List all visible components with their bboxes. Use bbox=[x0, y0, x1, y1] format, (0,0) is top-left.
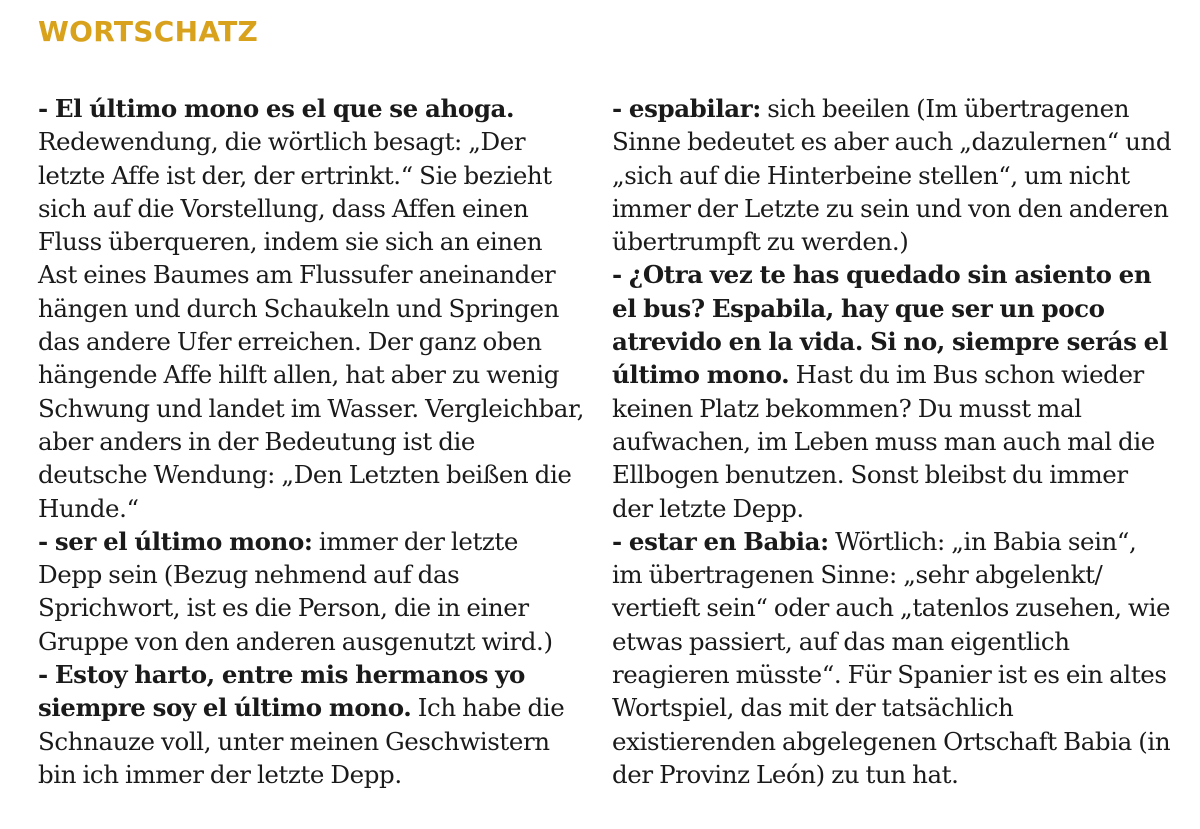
entry-term: - ¿Otra vez te has quedado sin asiento en el bus? Espabila, hay que ser un poco atrevido en la vida. Si no, siempre serás el último mono. bbox=[612, 260, 1168, 390]
entry-definition: Ich habe die Schnauze voll, unter meinen Geschwistern bin ich immer der letzte Depp. bbox=[38, 693, 565, 789]
entry-definition: Wörtlich: „in Babia sein“, im übertragenen Sinne: „sehr abgelenkt/ vertieft sein“ oder auch „tatenlos zusehen, wie etwas passiert, auf das man eigentlich reagieren müsste“. Für Spanier ist es ein altes Wortspiel, das mit der tatsächlich existierenden abgelegenen Ortschaft Babia (in der Provinz León) zu tun hat. bbox=[612, 526, 1171, 789]
entry-definition: Hast du im Bus schon wieder keinen Platz bekommen? Du musst mal aufwachen, im Leben muss man auch mal die Ellbogen benutzen. Sonst bleibst du immer der letzte Depp. bbox=[612, 360, 1155, 523]
entry-term: - estar en Babia: bbox=[612, 526, 829, 556]
entry-term: - espabilar: bbox=[612, 94, 761, 123]
entry-term: - ser el último mono: bbox=[38, 526, 313, 556]
right-column bbox=[612, 92, 1172, 791]
entry-definition: Redewendung, die wörtlich besagt: „Der letzte Affe ist der, der ertrinkt.“ Sie bezieht sich auf die Vorstellung, dass Affen einen Fluss überqueren, indem sie sich an einen Ast eines Baumes am Flussufer aneinander hängen und durch Schaukeln und Springen das andere Ufer erreichen. Der ganz oben hängende Affe hilft allen, hat aber zu wenig Schwung und landet im Wasser. Vergleichbar, aber anders in der Bedeutung ist die deutsche Wendung: „Den Letzten beißen die Hunde.“ bbox=[38, 127, 585, 523]
vocab-entry-ser-el-ultimo-mono bbox=[38, 525, 586, 658]
entry-term: - Estoy harto, entre mis hermanos yo siempre soy el último mono. bbox=[38, 660, 525, 723]
vocab-entry-proverb bbox=[38, 92, 586, 525]
vocab-entry-example-bus bbox=[612, 258, 1172, 524]
entry-term: - El último mono es el que se ahoga. bbox=[38, 94, 515, 123]
vocab-entry-estar-en-babia bbox=[612, 525, 1172, 791]
section-heading: WORTSCHATZ bbox=[38, 15, 259, 48]
entry-definition: immer der letzte Depp sein (Bezug nehmend auf das Sprichwort, ist es die Person, die in einer Gruppe von den anderen ausgenutzt wird.) bbox=[38, 526, 553, 656]
vocab-entry-espabilar bbox=[612, 92, 1172, 258]
left-column bbox=[38, 92, 586, 791]
vocab-entry-example-hermanos bbox=[38, 658, 586, 791]
entry-definition: sich beeilen (Im übertragenen Sinne bedeutet es aber auch „dazulernen“ und „sich auf die Hinterbeine stellen“, um nicht immer der Letzte zu sein und von den anderen übertrumpft zu werden.) bbox=[612, 94, 1172, 257]
